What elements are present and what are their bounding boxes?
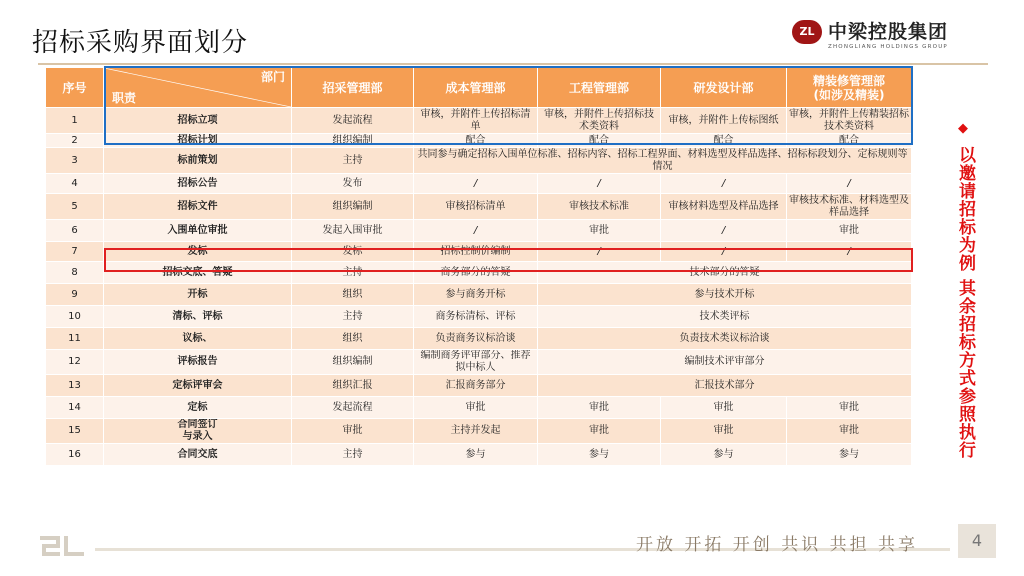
- table-cell: 组织: [292, 284, 414, 306]
- header-duty: 职责: [112, 91, 137, 105]
- header-col-procurement: 招采管理部: [292, 68, 414, 108]
- table-cell: 组织编制: [292, 350, 414, 375]
- table-cell: 审批: [787, 397, 912, 419]
- table-cell: 主持: [292, 306, 414, 328]
- row-item: 发标: [104, 242, 292, 262]
- table-cell: 审批: [292, 419, 414, 444]
- table-cell: 审核，并附件上传招标技术类资料: [538, 108, 661, 134]
- highlight-box-blue: [104, 66, 913, 145]
- table-cell: 审核，并附件上传标图纸: [661, 108, 787, 134]
- row-number: 11: [46, 328, 104, 350]
- table-cell: 主持: [292, 444, 414, 466]
- table-cell: 主持并发起: [414, 419, 538, 444]
- row-number: 5: [46, 194, 104, 220]
- table-cell: 招标控制价编制: [414, 242, 538, 262]
- table-cell: 参与: [538, 444, 661, 466]
- company-logo: [792, 17, 992, 57]
- row-item: 标前策划: [104, 148, 292, 174]
- table-cell: 审核技术标准: [538, 194, 661, 220]
- table-cell: 审批: [414, 397, 538, 419]
- header-department: 部门: [260, 70, 285, 84]
- row-number: 2: [46, 134, 104, 148]
- table-cell: 商务部分的答疑: [414, 262, 538, 284]
- table-cell: 发起流程: [292, 397, 414, 419]
- table-row: [46, 284, 912, 306]
- table-cell: 审核材料选型及样品选择: [661, 194, 787, 220]
- table-cell: 审核技术标准、材料选型及样品选择: [787, 194, 912, 220]
- table-cell: 参与: [787, 444, 912, 466]
- table-cell: 参与: [661, 444, 787, 466]
- row-number: 14: [46, 397, 104, 419]
- row-number: 1: [46, 108, 104, 134]
- table-row: [46, 174, 912, 194]
- table-row: [46, 444, 912, 466]
- table-row: [46, 306, 912, 328]
- table-cell: 配合: [414, 134, 538, 148]
- row-number: 16: [46, 444, 104, 466]
- table-cell: 组织汇报: [292, 375, 414, 397]
- table-row: [46, 350, 912, 375]
- row-number: 15: [46, 419, 104, 444]
- table-cell: /: [414, 174, 538, 194]
- table-cell: 组织: [292, 328, 414, 350]
- table-cell: 主持: [292, 262, 414, 284]
- table-cell: 审批: [787, 220, 912, 242]
- table-cell: /: [661, 220, 787, 242]
- table-row: [46, 375, 912, 397]
- header-divider: [38, 63, 988, 65]
- row-item: 招标计划: [104, 134, 292, 148]
- highlight-box-red: [104, 248, 913, 272]
- table-cell: 审批: [538, 419, 661, 444]
- table-cell: 发标: [292, 242, 414, 262]
- row-number: 9: [46, 284, 104, 306]
- table-cell: 参与技术开标: [538, 284, 912, 306]
- table-row: [46, 220, 912, 242]
- page-number: 4: [958, 524, 996, 558]
- row-item: 清标、评标: [104, 306, 292, 328]
- table-cell: /: [787, 242, 912, 262]
- header-col-design: 研发设计部: [661, 68, 787, 108]
- table-cell: 审核，并附件上传精装招标技术类资料: [787, 108, 912, 134]
- table-cell: 配合: [787, 134, 912, 148]
- row-number: 13: [46, 375, 104, 397]
- row-number: 12: [46, 350, 104, 375]
- page-title: 招标采购界面划分: [32, 28, 249, 58]
- table-row: [46, 328, 912, 350]
- row-item: 定标: [104, 397, 292, 419]
- table-cell: 审批: [661, 397, 787, 419]
- row-number: 6: [46, 220, 104, 242]
- footer-slogan: 开放 开拓 开创 共识 共担 共享: [636, 535, 919, 555]
- header-no: 序号: [46, 68, 104, 108]
- table-cell: 负责商务议标洽谈: [414, 328, 538, 350]
- table-cell: 主持: [292, 148, 414, 174]
- row-number: 4: [46, 174, 104, 194]
- table-cell: /: [661, 174, 787, 194]
- table-cell: 负责技术类议标洽谈: [538, 328, 912, 350]
- table-cell: 发起入围审批: [292, 220, 414, 242]
- table-cell: /: [414, 220, 538, 242]
- table-cell: /: [787, 174, 912, 194]
- table-cell: 审批: [538, 397, 661, 419]
- table-cell: 编制技术评审部分: [538, 350, 912, 375]
- row-item: 招标公告: [104, 174, 292, 194]
- table-cell: 组织编制: [292, 194, 414, 220]
- row-item: 招标文件: [104, 194, 292, 220]
- diamond-bullet-icon: ◆: [958, 121, 968, 136]
- table-cell: /: [538, 174, 661, 194]
- table-cell: 发布: [292, 174, 414, 194]
- table-cell: 共同参与确定招标入围单位标准、招标内容、招标工程界面、材料选型及样品选择、招标标段划分、定标规则等情况: [414, 148, 912, 174]
- header-col-decoration: 精装修管理部 (如涉及精装): [787, 68, 912, 108]
- row-item: 议标、: [104, 328, 292, 350]
- table-row: [46, 419, 912, 444]
- table-cell: 汇报技术部分: [538, 375, 912, 397]
- table-row: [46, 397, 912, 419]
- table-cell: 技术类评标: [538, 306, 912, 328]
- table-cell: 审核，并附件上传招标清单: [414, 108, 538, 134]
- row-number: 8: [46, 262, 104, 284]
- table-cell: /: [538, 242, 661, 262]
- row-item: 合同签订 与录入: [104, 419, 292, 444]
- row-item: 招标交底、答疑: [104, 262, 292, 284]
- row-item: 定标评审会: [104, 375, 292, 397]
- row-item: 合同交底: [104, 444, 292, 466]
- table-cell: 审核招标清单: [414, 194, 538, 220]
- row-item: 评标报告: [104, 350, 292, 375]
- table-cell: 编制商务评审部分、推荐拟中标人: [414, 350, 538, 375]
- table-cell: 审批: [787, 419, 912, 444]
- row-item: 入围单位审批: [104, 220, 292, 242]
- side-note: 以邀请招标为例 其余招标方式参照执行: [955, 146, 975, 459]
- footer-logo-icon: [38, 534, 88, 558]
- table-cell: 参与商务开标: [414, 284, 538, 306]
- table-row: [46, 148, 912, 174]
- table-cell: 配合: [661, 134, 787, 148]
- table-cell: 组织编制: [292, 134, 414, 148]
- table-cell: 参与: [414, 444, 538, 466]
- row-number: 10: [46, 306, 104, 328]
- row-item: 招标立项: [104, 108, 292, 134]
- table-cell: 商务标清标、评标: [414, 306, 538, 328]
- logo-name: 中梁控股集团: [828, 21, 949, 43]
- table-cell: 汇报商务部分: [414, 375, 538, 397]
- table-row: [46, 194, 912, 220]
- row-number: 7: [46, 242, 104, 262]
- header-col-engineering: 工程管理部: [538, 68, 661, 108]
- header-col-cost: 成本管理部: [414, 68, 538, 108]
- table-cell: 技术部分的答疑: [538, 262, 912, 284]
- table-cell: 审批: [661, 419, 787, 444]
- row-number: 3: [46, 148, 104, 174]
- table-cell: 审批: [538, 220, 661, 242]
- table-cell: /: [661, 242, 787, 262]
- logo-english-name: ZHONGLIANG HOLDINGS GROUP: [828, 44, 948, 50]
- logo-mark-icon: ZL: [792, 20, 822, 44]
- table-cell: 发起流程: [292, 108, 414, 134]
- table-cell: 配合: [538, 134, 661, 148]
- row-item: 开标: [104, 284, 292, 306]
